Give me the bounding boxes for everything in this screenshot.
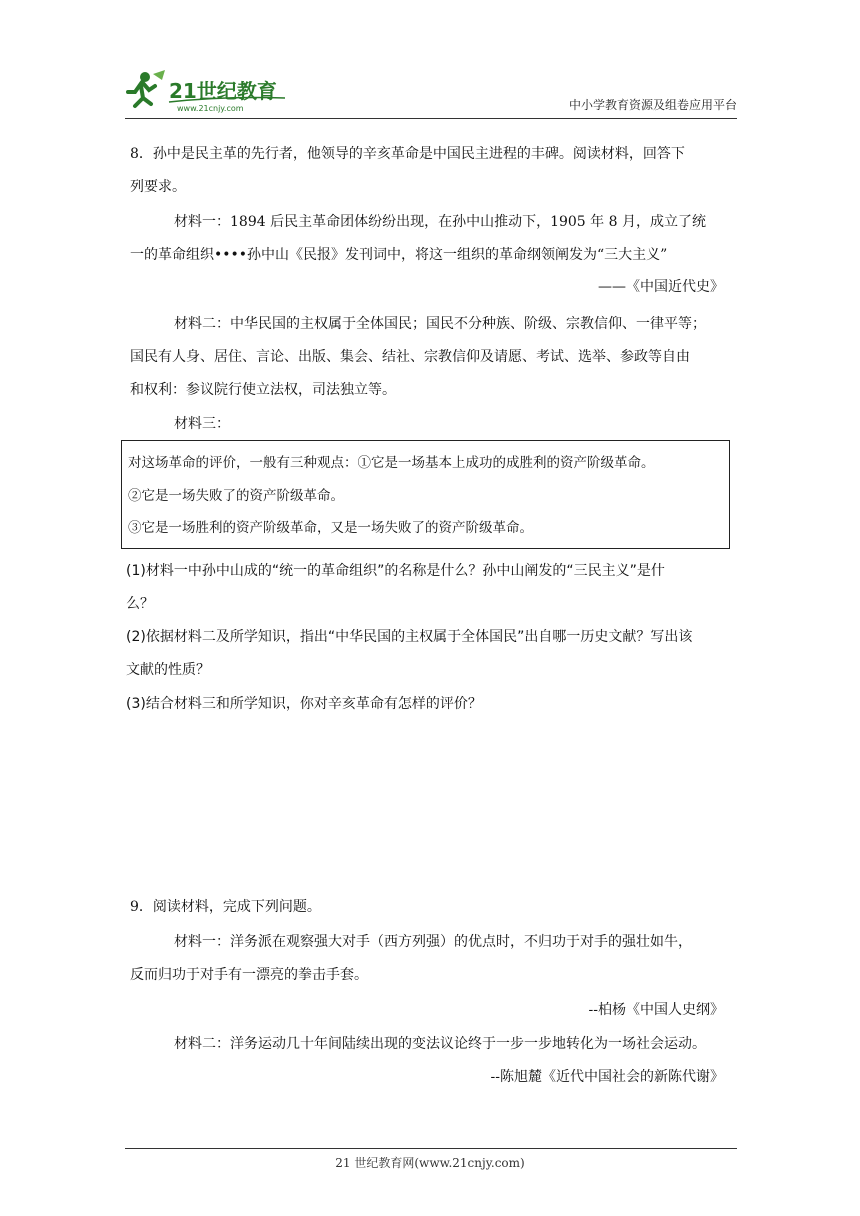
q8-stem-line2: 列要求。 <box>130 179 186 195</box>
logo-text: 21世纪教育 <box>169 79 277 103</box>
q8-box-line1: 对这场革命的评价，一般有三种观点：①它是一场基本上成功的成胜利的资产阶级革命。 <box>128 455 655 471</box>
page-footer: 21 世纪教育网(www.21cnjy.com) <box>335 1156 525 1170</box>
q9-material1-source: --柏杨《中国人史纲》 <box>588 1002 724 1018</box>
q8-material1-source: ——《中国近代史》 <box>598 279 724 295</box>
q8-sub3: (3)结合材料三和所学知识，你对辛亥革命有怎样的评价？ <box>126 696 482 712</box>
runner-icon <box>128 70 165 106</box>
q8-material2-line3: 和权利：参议院行使立法权，司法独立等。 <box>130 382 396 398</box>
q8-sub2-line1: (2)依据材料二及所学知识，指出“中华民国的主权属于全体国民”出自哪一历史文献？写出该 <box>126 629 693 645</box>
footer-divider <box>125 1148 737 1149</box>
header-divider <box>125 118 737 119</box>
q9-stem: 9．阅读材料，完成下列问题。 <box>130 899 321 915</box>
q9-material1-line1: 材料一：洋务派在观察强大对手（西方列强）的优点时，不归功于对手的强壮如牛， <box>174 934 692 950</box>
q8-sub1-line1: (1)材料一中孙中山成的“统一的革命组织”的名称是什么？孙中山阐发的“三民主义”是什 <box>126 563 665 579</box>
q8-material3-label: 材料三： <box>174 416 230 432</box>
logo <box>125 68 295 114</box>
q9-material2-source: --陈旭麓《近代中国社会的新陈代谢》 <box>490 1069 724 1085</box>
q9-material2-line1: 材料二：洋务运动几十年间陆续出现的变法议论终于一步一步地转化为一场社会运动。 <box>174 1036 706 1052</box>
q8-sub1-line2: 么？ <box>126 596 154 612</box>
q8-material1-line1: 材料一：1894 后民主革命团体纷纷出现，在孙中山推动下，1905 年 8 月，成立了统 <box>174 214 706 230</box>
logo-url: www.21cnjy.com <box>177 104 244 113</box>
q9-material1-line2: 反而归功于对手有一漂亮的拳击手套。 <box>130 967 368 983</box>
q8-box-line3: ③它是一场胜利的资产阶级革命，又是一场失败了的资产阶级革命。 <box>128 520 533 536</box>
q8-material2-line1: 材料二：中华民国的主权属于全体国民；国民不分种族、阶级、宗教信仰、一律平等； <box>174 316 706 332</box>
q8-sub2-line2: 文献的性质？ <box>126 662 210 678</box>
q8-material2-line2: 国民有人身、居住、言论、出版、集会、结社、宗教信仰及请愿、考试、选举、参政等自由 <box>130 349 690 365</box>
q8-material1-line2: 一的革命组织••••孙中山《民报》发刊词中，将这一组织的革命纲领阐发为“三大主义” <box>130 247 668 263</box>
q8-box-line2: ②它是一场失败了的资产阶级革命。 <box>128 488 344 504</box>
platform-name: 中小学教育资源及组卷应用平台 <box>568 98 737 112</box>
page-header <box>125 68 737 118</box>
q8-stem-line1: 8．孙中是民主革的先行者，他领导的辛亥革命是中国民主进程的丰碑。阅读材料，回答下 <box>130 146 685 162</box>
